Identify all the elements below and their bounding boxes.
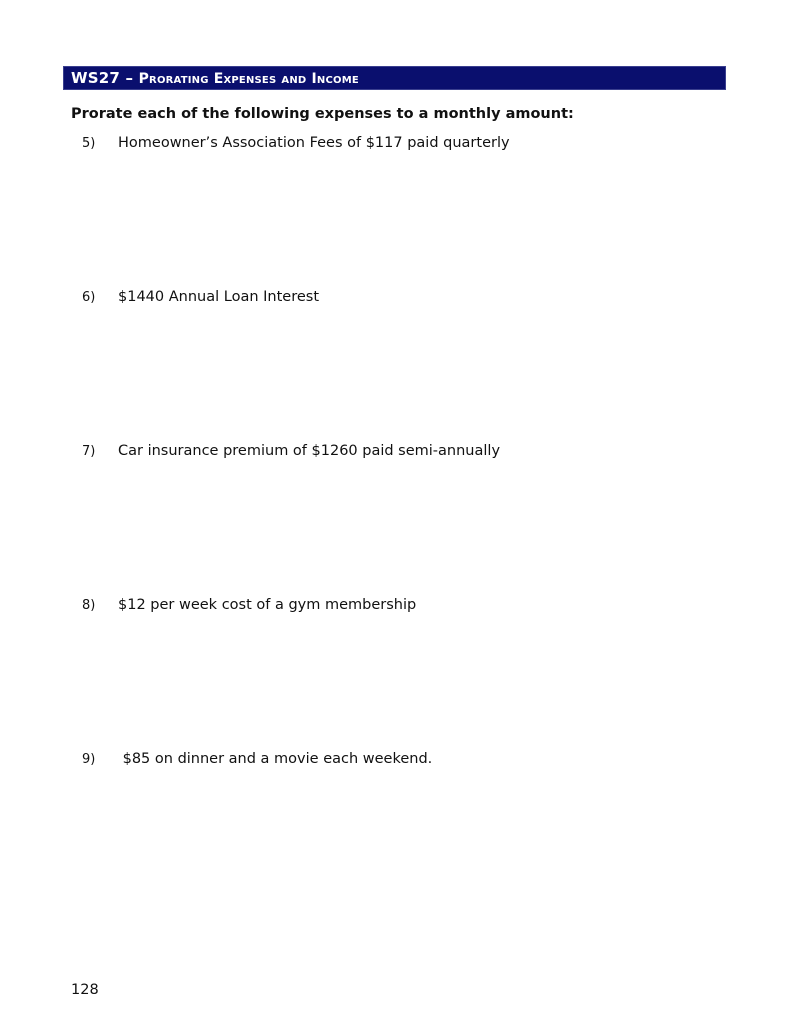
problem-number: 7)	[82, 444, 96, 459]
problem-item	[82, 751, 432, 767]
worksheet-header-banner	[63, 66, 726, 90]
problem-text: Car insurance premium of $1260 paid semi-annually	[118, 443, 501, 459]
problem-text: $85 on dinner and a movie each weekend.	[118, 751, 433, 767]
worksheet-code: WS27 –	[71, 69, 134, 87]
problem-text: Homeowner’s Association Fees of $117 paid quarterly	[118, 135, 510, 151]
problem-text: $1440 Annual Loan Interest	[118, 289, 320, 305]
instruction-text: Prorate each of the following expenses to a monthly amount:	[71, 106, 574, 122]
problem-number: 6)	[82, 290, 96, 305]
worksheet-title-text: Prorating Expenses and Income	[138, 71, 359, 87]
problem-item	[82, 135, 510, 151]
problem-number: 9)	[82, 752, 96, 767]
problem-item	[82, 443, 500, 459]
problem-text: $12 per week cost of a gym membership	[118, 597, 417, 613]
page-number: 128	[71, 982, 99, 998]
problem-item	[82, 597, 416, 613]
problem-item	[82, 289, 319, 305]
problem-number: 8)	[82, 598, 96, 613]
worksheet-title	[64, 69, 359, 87]
problem-number: 5)	[82, 136, 96, 151]
